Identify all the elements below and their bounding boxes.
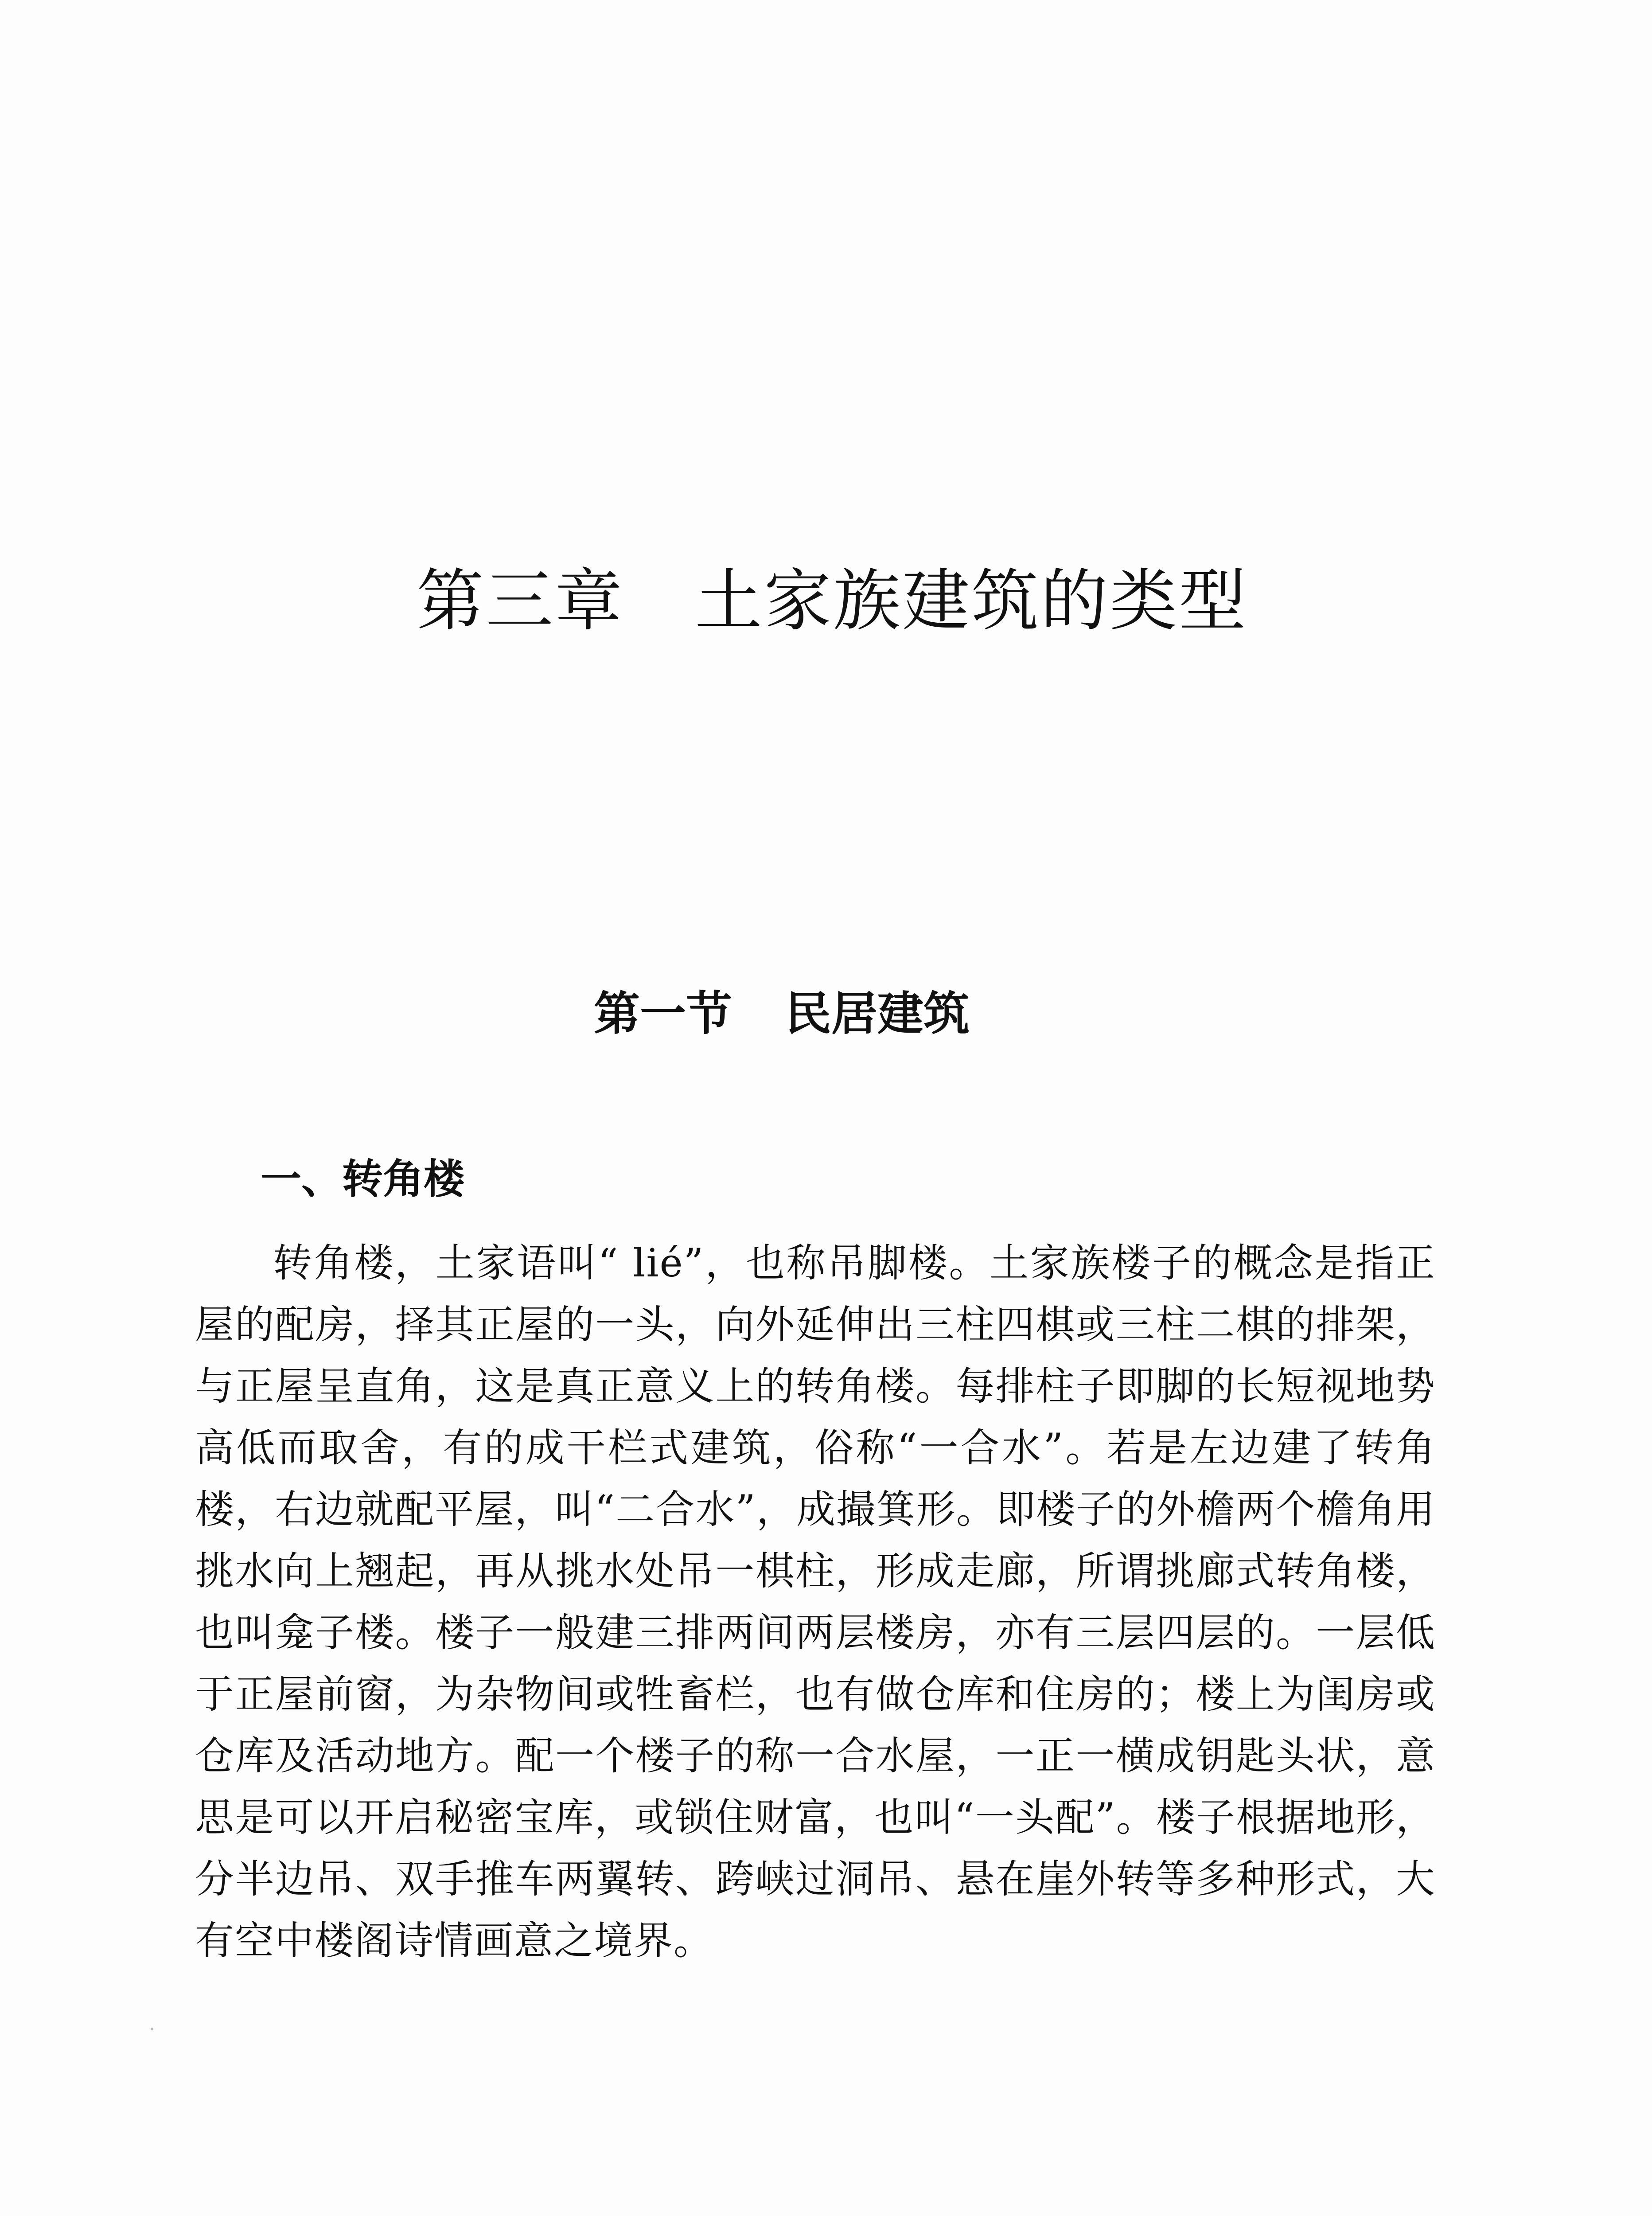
scan-speck xyxy=(151,2028,153,2030)
section-title xyxy=(594,987,970,1041)
body-paragraph: 转角楼，土家语叫“ lié”，也称吊脚楼。土家族楼子的概念是指正屋的配房，择其正屋的一头，向外延伸出三柱四棋或三柱二棋的排架，与正屋呈直角，这是真正意义上的转角楼。每排柱子即脚的长短视地势高低而取舍，有的成干栏式建筑，俗称“一合水”。若是左边建了转角楼，右边就配平屋，叫“二合水”，成撮箕形。即楼子的外檐两个檐角用挑水向上翘起，再从挑水处吊一棋柱，形成走廊，所谓挑廊式转角楼，也叫龛子楼。楼子一般建三排两间两层楼房，亦有三层四层的。一层低于正屋前窗，为杂物间或牲畜栏，也有做仓库和住房的；楼上为闺房或仓库及活动地方。配一个楼子的称一合水屋，一正一横成钥匙头状，意思是可以开启秘密宝库，或锁住财富，也叫“一头配”。楼子根据地形，分半边吊、双手推车两翼转、跨峡过洞吊、悬在崖外转等多种形式，大有空中楼阁诗情画意之境界。 xyxy=(195,1240,1436,1963)
section-number: 第一节 xyxy=(594,987,732,1041)
subsection-title: 一、转角楼 xyxy=(261,1155,465,1203)
chapter-title xyxy=(417,562,1248,640)
chapter-name: 土家族建筑的类型 xyxy=(695,562,1248,640)
chapter-number: 第三章 xyxy=(417,562,624,640)
section-name: 民居建筑 xyxy=(785,987,970,1041)
